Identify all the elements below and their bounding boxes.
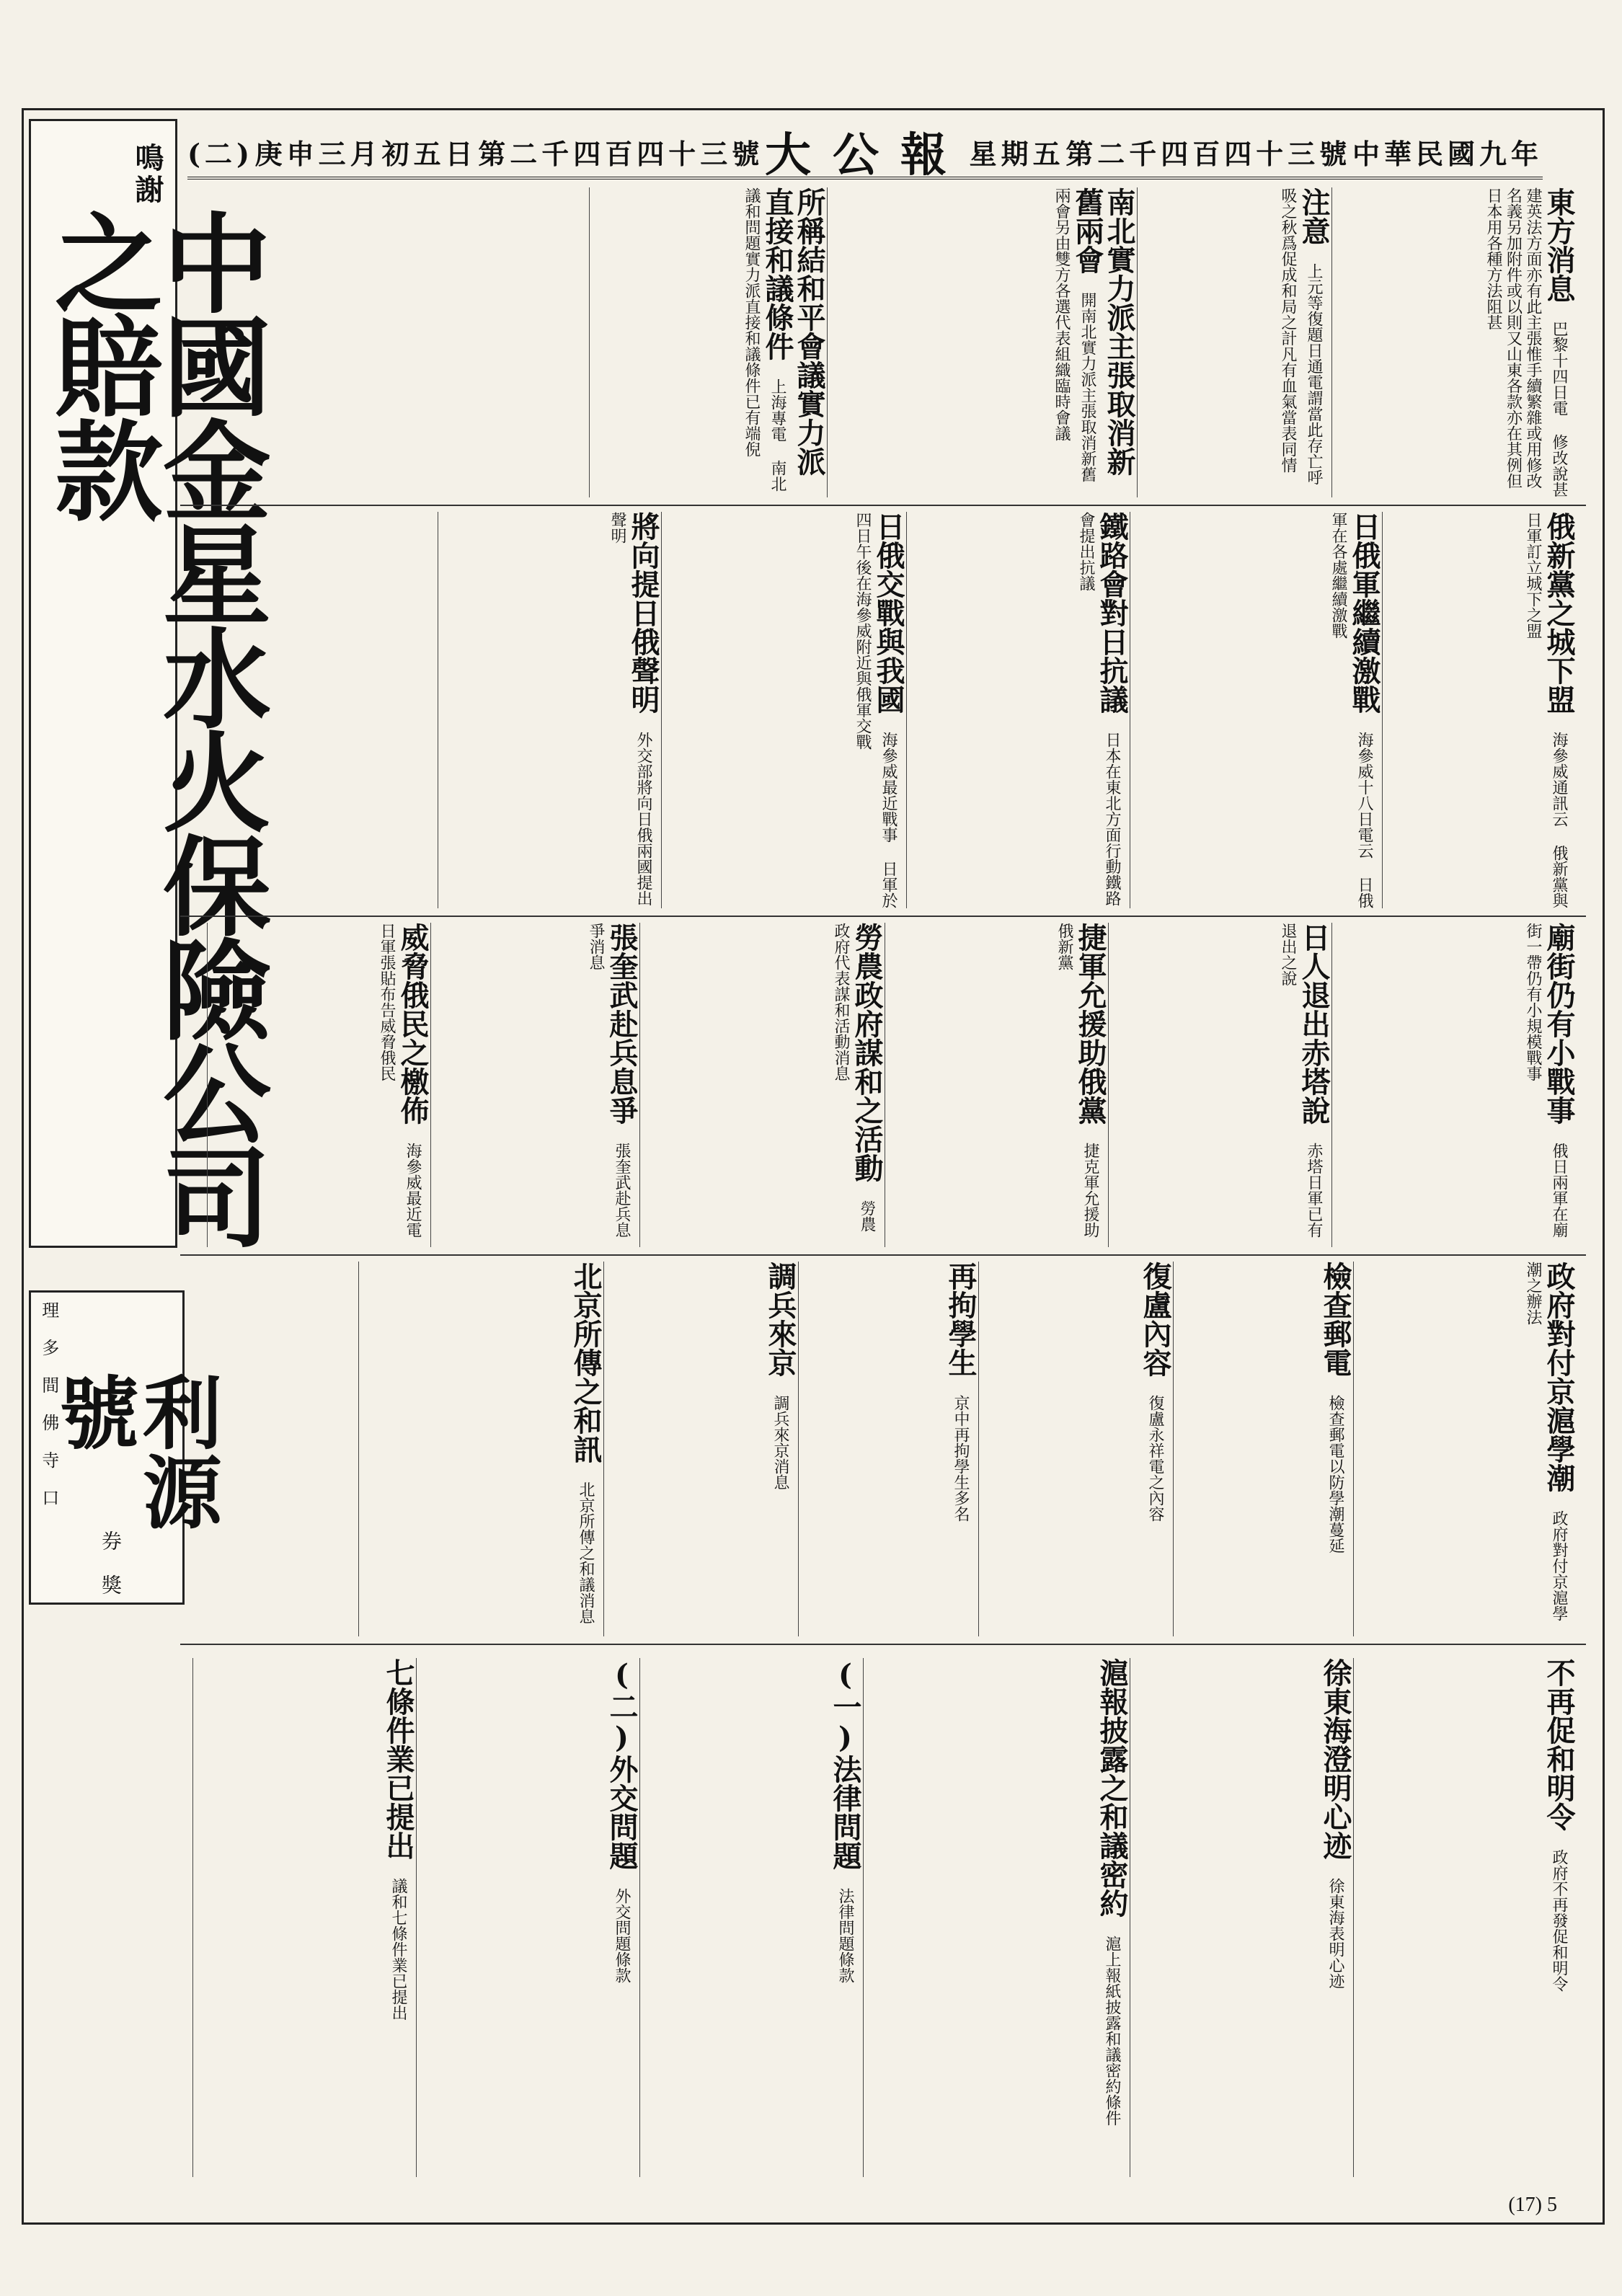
article-czech: 捷軍允援助俄黨 捷克軍允援助俄新黨 xyxy=(885,923,1110,1247)
article-threat-russians: 威脅俄民之檄佈 海參威最近電 日軍張貼布告威脅俄民 xyxy=(207,923,433,1247)
article-declaration: 將向提日俄聲明 外交部將向日俄兩國提出聲明 xyxy=(438,512,663,908)
bank-address: 理 多 間 佛 寺 口 xyxy=(38,1301,59,1506)
article-no-decree: 不再促和明令 政府不再發促和明令 xyxy=(1353,1658,1579,2177)
section-rule xyxy=(180,1254,1586,1256)
section-rule xyxy=(180,1644,1586,1645)
article-law: (一)法律問題 法律問題條款 xyxy=(639,1658,865,2177)
bank-tag: 券 獎 xyxy=(99,1530,123,1595)
weekday: 星期五 xyxy=(969,137,1065,170)
article-russo-japan-war: 日俄軍繼續激戰 海參威十八日電云 日俄軍在各處繼續激戰 xyxy=(1130,512,1384,908)
article-xu-dongha: 徐東海澄明心迹 徐東海表明心迹 xyxy=(1130,1658,1355,2177)
section-rule xyxy=(180,916,1586,917)
date-roc: 中華民國九年 xyxy=(1352,137,1543,170)
ad-title: 中國金星水火保險公司之賠款 xyxy=(36,208,271,1246)
bank-name: 利源號 xyxy=(46,1372,223,1530)
article-russo-japan-china: 日俄交戰與我國 海參威最近戰事 日軍於四日午後在海參威附近與俄軍交戰 xyxy=(661,512,908,908)
article-secret-pact: 滬報披露之和議密約 滬上報紙披露和議密約條件 xyxy=(863,1658,1132,2177)
page-marker: (二) xyxy=(187,137,254,170)
article-temple-street: 廟街仍有小戰事 俄日兩軍在廟街一帶仍有小規模戰事 xyxy=(1331,923,1579,1247)
issue-lunar: 第二千四百四十三號 xyxy=(478,137,764,170)
article-reply-lu: 復盧內容 復盧永祥電之內容 xyxy=(978,1262,1175,1636)
article-east-news: 東方消息 巴黎十四日電 修改說甚建英法方面亦有此主張惟手續繁雜或用修改名義另加附件或以則又山東各款亦在其例但日本用各種方法阻甚 xyxy=(1331,187,1579,497)
bank-ad xyxy=(29,1290,223,1605)
article-railway-protest: 鐵路會對日抗議 日本在東北方面行動鐵路會提出抗議 xyxy=(906,512,1132,908)
article-soviet-peace: 勞農政府謀和之活動 勞農政府代表謀和活動消息 xyxy=(639,923,887,1247)
paper-name: 大公報 xyxy=(764,128,968,182)
article-north-south: 南北實力派主張取消新舊兩會 開南北實力派主張取消新舊兩會另由雙方各選代表組織臨時會議 xyxy=(827,187,1139,497)
article-troops: 調兵來京 調兵來京消息 xyxy=(603,1262,800,1636)
article-chita: 日人退出赤塔說 赤塔日軍已有退出之說 xyxy=(1108,923,1334,1247)
article-beijing-peace: 北京所傳之和訊 北京所傳之和議消息 xyxy=(358,1262,606,1636)
article-seven-conditions: 七條件業已提出 議和七條件業已提出 xyxy=(192,1658,418,2177)
article-student-unrest: 政府對付京滬學潮 政府對付京滬學潮之辦法 xyxy=(1353,1262,1579,1636)
gold-star-ad xyxy=(29,119,271,1248)
masthead xyxy=(187,126,1543,182)
article-russia-new-party: 俄新黨之城下盟 海參威通訊云 俄新黨與日軍訂立城下之盟 xyxy=(1382,512,1579,908)
article-zhang-kuiwu: 張奎武赴兵息爭 張奎武赴兵息爭消息 xyxy=(430,923,642,1247)
article-peace-conditions: 所稱結和平會議實力派直接和議條件 上海專電 南北議和問題實力派直接和議條件已有端倪 xyxy=(589,187,829,497)
ad-brand: 鳴謝 xyxy=(130,143,164,206)
article-mail-check: 檢查郵電 檢查郵電以防學潮蔓延 xyxy=(1173,1262,1355,1636)
issue-number: 第二千四百四十三號 xyxy=(1065,137,1352,170)
article-arrest-students: 再拘學生 京中再拘學生多名 xyxy=(798,1262,980,1636)
date-lunar: 庚申三月初五日 xyxy=(254,137,477,170)
article-foreign-affairs: (二)外交問題 外交問題條款 xyxy=(416,1658,642,2177)
page-number: (17) 5 xyxy=(1508,2194,1557,2216)
article-notice: 注意 上元等復題日通電謂當此存亡呼吸之秋爲促成和局之計凡有血氣當表同情 xyxy=(1137,187,1334,497)
section-rule xyxy=(180,505,1586,506)
